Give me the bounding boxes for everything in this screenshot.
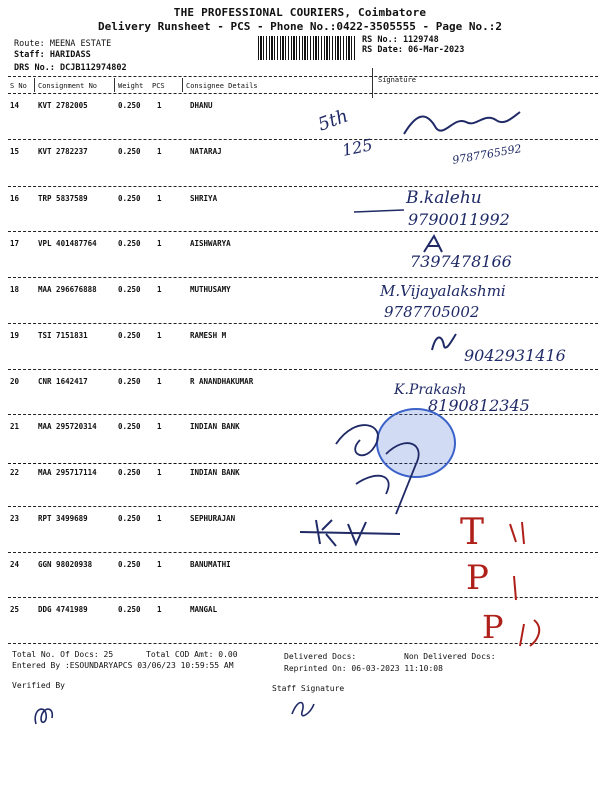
weight: 0.250	[118, 468, 141, 477]
handwritten-note: 5th	[315, 105, 351, 136]
pcs: 1	[157, 147, 162, 156]
handwritten-name: M.Vijayalakshmi	[380, 282, 506, 300]
handwritten-phone: 9787765592	[451, 142, 523, 167]
consignment-no: MAA 295717114	[38, 468, 97, 477]
staff-signature-label: Staff Signature	[272, 684, 345, 693]
sno: 20	[10, 377, 20, 386]
col-consignment: Consignment No	[38, 82, 98, 90]
pcs: 1	[157, 377, 162, 386]
col-consignee: Consignee Details	[186, 82, 258, 90]
pcs: 1	[157, 194, 162, 203]
weight: 0.250	[118, 514, 141, 523]
row-rule	[8, 463, 598, 464]
consignment-no: KVT 2782237	[38, 147, 88, 156]
company-title: THE PROFESSIONAL COURIERS, Coimbatore	[173, 6, 427, 19]
signature-scribble	[296, 514, 406, 550]
reprinted-on: Reprinted On: 06-03-2023 11:10:08	[284, 664, 443, 673]
handwritten-mark: P	[466, 558, 489, 598]
consignee: INDIAN BANK	[190, 422, 240, 431]
handwritten-note: 125	[340, 135, 375, 160]
weight: 0.250	[118, 239, 141, 248]
pcs: 1	[157, 285, 162, 294]
rs-date: RS Date: 06-Mar-2023	[362, 45, 465, 55]
consignment-no: GGN 98020938	[38, 560, 93, 569]
handwritten-phone: 9790011992	[408, 210, 510, 229]
consignment-no: VPL 401487764	[38, 239, 97, 248]
col-signature: Signature	[378, 76, 416, 84]
runsheet-title: Delivery Runsheet - PCS - Phone No.:0422-3505555 - Page No.:2	[98, 20, 502, 33]
barcode	[258, 36, 356, 60]
row-rule	[8, 506, 598, 507]
weight: 0.250	[118, 560, 141, 569]
sno: 25	[10, 605, 20, 614]
row-rule	[8, 277, 598, 278]
weight: 0.250	[118, 422, 141, 431]
consignee: R ANANDHAKUMAR	[190, 377, 254, 386]
consignment-no: MAA 295720314	[38, 422, 97, 431]
handwritten-phone: 7397478166	[410, 252, 512, 271]
column-divider	[182, 78, 183, 92]
table-top-rule	[8, 76, 598, 77]
col-sno: S No	[10, 82, 27, 90]
sno: 24	[10, 560, 20, 569]
sno: 15	[10, 147, 20, 156]
pcs: 1	[157, 605, 162, 614]
row-rule	[8, 369, 598, 370]
consignment-no: TRP 5837589	[38, 194, 88, 203]
signature-column-divider	[372, 68, 373, 98]
row-rule	[8, 231, 598, 232]
sno: 18	[10, 285, 20, 294]
consignee: NATARAJ	[190, 147, 222, 156]
verified-by-label: Verified By	[12, 681, 65, 690]
consignee: MANGAL	[190, 605, 218, 614]
consignment-no: RPT 3499689	[38, 514, 88, 523]
handwritten-mark: P	[482, 608, 504, 646]
weight: 0.250	[118, 605, 141, 614]
consignee: SEPHURAJAN	[190, 514, 236, 523]
pcs: 1	[157, 560, 162, 569]
staff-label: Staff: HARIDASS	[14, 50, 91, 60]
column-divider	[34, 78, 35, 92]
route-label: Route: MEENA ESTATE	[14, 39, 112, 49]
weight: 0.250	[118, 147, 141, 156]
total-docs: Total No. Of Docs: 25	[12, 650, 114, 659]
handwritten-phone: 9787705002	[384, 303, 480, 321]
delivered-docs: Delivered Docs:	[284, 652, 357, 661]
pcs: 1	[157, 239, 162, 248]
signature-scribble	[288, 694, 318, 724]
consignment-no: MAA 296676888	[38, 285, 97, 294]
consignee: DHANU	[190, 101, 213, 110]
consignment-no: KVT 2782005	[38, 101, 88, 110]
consignee: MUTHUSAMY	[190, 285, 231, 294]
total-cod: Total COD Amt: 0.00	[146, 650, 238, 659]
consignment-no: TSI 7151831	[38, 331, 88, 340]
consignee: AISHWARYA	[190, 239, 231, 248]
header-bottom-rule	[8, 93, 598, 94]
sno: 22	[10, 468, 20, 477]
consignment-no: CNR 1642417	[38, 377, 88, 386]
weight: 0.250	[118, 194, 141, 203]
consignee: INDIAN BANK	[190, 468, 240, 477]
signature-scribble	[316, 404, 476, 524]
weight: 0.250	[118, 331, 141, 340]
signature-scribble	[396, 104, 526, 144]
sno: 23	[10, 514, 20, 523]
col-pcs: PCS	[152, 82, 165, 90]
sno: 21	[10, 422, 20, 431]
sno: 17	[10, 239, 20, 248]
row-rule	[8, 323, 598, 324]
non-delivered-docs: Non Delivered Docs:	[404, 652, 496, 661]
entered-by: Entered By :ESOUNDARYAPCS 03/06/23 10:59:55 AM	[12, 661, 234, 670]
sno: 19	[10, 331, 20, 340]
weight: 0.250	[118, 101, 141, 110]
handwritten-phone: 8190812345	[428, 396, 530, 415]
handwritten-arrow	[350, 200, 410, 220]
rs-number: RS No.: 1129748	[362, 35, 439, 45]
row-rule	[8, 186, 598, 187]
consignee: RAMESH M	[190, 331, 227, 340]
weight: 0.250	[118, 377, 141, 386]
sno: 16	[10, 194, 20, 203]
sno: 14	[10, 101, 20, 110]
handwritten-phone: 9042931416	[464, 346, 566, 365]
weight: 0.250	[118, 285, 141, 294]
signature-scribble	[428, 330, 458, 354]
pcs: 1	[157, 422, 162, 431]
consignment-no: DDG 4741989	[38, 605, 88, 614]
pcs: 1	[157, 101, 162, 110]
pcs: 1	[157, 331, 162, 340]
handwritten-name: K.Prakash	[394, 382, 467, 398]
handwritten-mark: T	[460, 512, 485, 553]
handwritten-strokes	[500, 516, 560, 656]
column-divider	[114, 78, 115, 92]
consignee: BANUMATHI	[190, 560, 231, 569]
col-weight: Weight	[118, 82, 144, 90]
pcs: 1	[157, 514, 162, 523]
drs-number: DRS No.: DCJB112974802	[14, 63, 127, 73]
pcs: 1	[157, 468, 162, 477]
handwritten-name: B.kalehu	[406, 188, 482, 208]
consignee: SHRIYA	[190, 194, 218, 203]
signature-scribble	[28, 700, 58, 730]
